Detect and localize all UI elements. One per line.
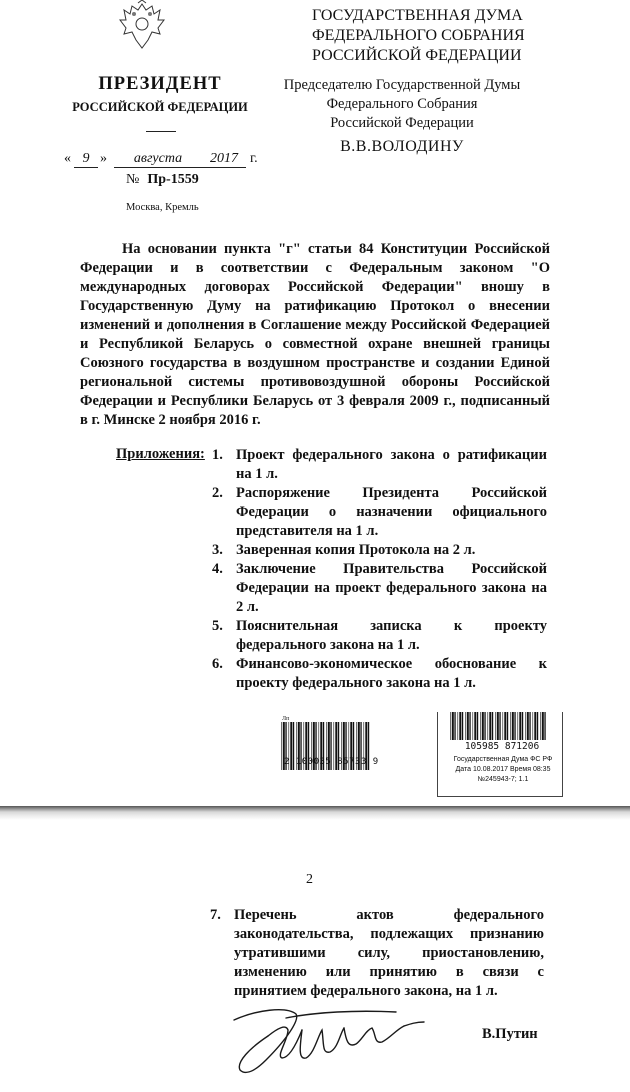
org-line-1: ГОСУДАРСТВЕННАЯ ДУМА: [312, 7, 523, 24]
document-page-2: [0, 820, 630, 1092]
appendix-item: 2. Распоряжение Президента Российской Федерации о назначении официального представителя на 1 л.: [212, 485, 547, 539]
appendices-label: Приложения:: [116, 446, 205, 462]
appendix-item: 5. Пояснительная записка к проекту федерального закона на 1 л.: [212, 618, 547, 653]
page-number: 2: [306, 872, 313, 887]
stamp-barcode-number: 105985 871206: [464, 741, 540, 752]
date-year-suffix: г.: [250, 151, 258, 166]
stamp-barcode-icon: [449, 712, 549, 740]
date-month: августа: [114, 151, 202, 168]
recipient-organization: [312, 6, 532, 66]
signer-name: В.Путин: [482, 1026, 538, 1042]
addressee: [282, 76, 522, 133]
divider: [146, 131, 176, 132]
addressee-line-1: Председателю Государственной Думы: [283, 77, 521, 93]
body-paragraph: На основании пункта "г" статьи 84 Конституции Российской Федерации и в соответствии с Федеральным законом "О международных договорах Российской Федерации" вношу в Государственную Думу на ратификацию Протокол о внесении изменений и дополнения в Соглашение между Российской Федерацией и Республикой Беларусь о совместной охране внешней границы Союзного государства в воздушном пространстве и создании Единой региональной системы противовоздушной обороны Российской Федерации и Республики Беларусь от 3 февраля 2009 г., подписанный в г. Минске 2 ноября 2016 г.: [80, 241, 550, 428]
coat-of-arms-icon: [118, 0, 166, 52]
appendix-item: 1. Проект федерального закона о ратификации на 1 л.: [212, 447, 547, 482]
president-subtitle: РОССИЙСКОЙ ФЕДЕРАЦИИ: [72, 100, 248, 114]
appendix-item: 3. Заверенная копия Протокола на 2 л.: [212, 542, 476, 558]
org-line-3: РОССИЙСКОЙ ФЕДЕРАЦИИ: [312, 47, 522, 64]
appendices-list: [212, 446, 547, 693]
president-title: ПРЕЗИДЕНТ: [98, 74, 222, 94]
barcode-number: 2 100035 85733 9: [284, 757, 379, 767]
date-line: « 9 » августа 2017 г.: [64, 151, 258, 166]
document-number: [126, 172, 199, 188]
barcode-tag: Лп: [282, 716, 290, 722]
stamp-line-2: Дата 10.08.2017 Время 08:35: [455, 766, 551, 773]
page-separator: [0, 806, 630, 820]
appendix-item: 4. Заключение Правительства Российской Федерации на проект федерального закона на 2 л.: [212, 561, 547, 615]
stamp-text: [443, 755, 563, 785]
appendix-item: 6. Финансово-экономическое обоснование к проекту федерального закона на 1 л.: [212, 656, 547, 691]
stamp-line-3: №245943-7; 1.1: [477, 776, 529, 783]
signature-icon: [226, 1000, 436, 1080]
addressee-line-2: Федерального Собрания: [326, 96, 478, 112]
addressee-line-3: Российской Федерации: [330, 115, 474, 131]
date-year: 2017: [202, 151, 246, 168]
number-sign: №: [126, 172, 140, 187]
date-day: 9: [74, 151, 98, 168]
stamp-line-1: Государственная Дума ФС РФ: [453, 756, 553, 763]
appendix-item-7: 7. Перечень актов федерального законодательства, подлежащих признанию утратившими силу, приостановлению, изменению или принятию в связи с принятием федерального закона, на 1 л.: [210, 907, 544, 999]
place: Москва, Кремль: [126, 202, 199, 213]
addressee-name: В.В.ВОЛОДИНУ: [340, 138, 464, 155]
number-value: Пр-1559: [147, 172, 199, 187]
org-line-2: ФЕДЕРАЛЬНОГО СОБРАНИЯ: [312, 27, 525, 44]
